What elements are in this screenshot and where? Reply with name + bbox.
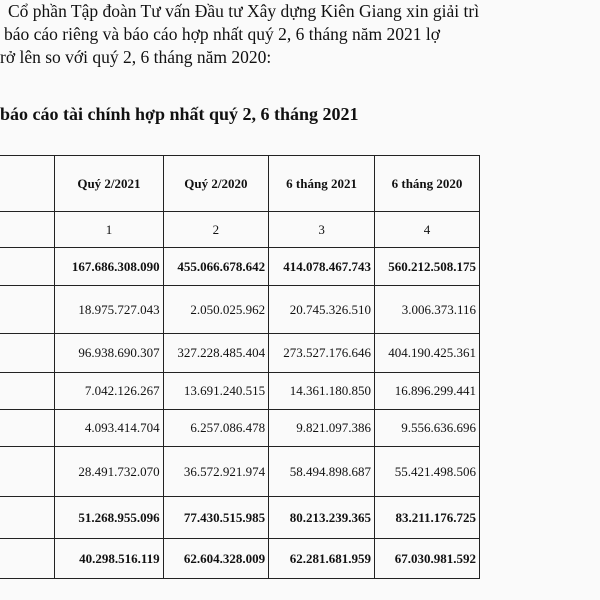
row-value: 14.361.180.850 — [269, 373, 375, 410]
row-value: 9.821.097.386 — [269, 410, 375, 447]
row-value: 2.050.025.962 — [163, 286, 268, 334]
intro-line: Cổ phần Tập đoàn Tư vấn Đầu tư Xây dựng Kiên Giang xin giải trì — [8, 1, 480, 21]
row-label — [0, 447, 55, 497]
row-value: 67.030.981.592 — [375, 539, 480, 579]
index-cell: 2 — [163, 212, 268, 248]
row-label — [0, 539, 55, 579]
index-cell: 3 — [269, 212, 375, 248]
header-col-6m-2020: 6 tháng 2020 — [375, 156, 480, 212]
row-value: 414.078.467.743 — [269, 248, 375, 286]
header-col-6m-2021: 6 tháng 2021 — [269, 156, 375, 212]
section-title: báo cáo tài chính hợp nhất quý 2, 6 tháng 2021 — [0, 104, 359, 124]
row-value: 62.281.681.959 — [269, 539, 375, 579]
row-value: 404.190.425.361 — [375, 334, 480, 373]
row-value: 77.430.515.985 — [163, 497, 268, 539]
row-value: 6.257.086.478 — [163, 410, 268, 447]
row-value: 4.093.414.704 — [55, 410, 163, 447]
row-value: 40.298.516.119 — [55, 539, 163, 579]
table-row — [0, 497, 480, 539]
table-row — [0, 248, 480, 286]
row-value: 55.421.498.506 — [375, 447, 480, 497]
row-value: 3.006.373.116 — [375, 286, 480, 334]
table-row — [0, 286, 480, 334]
intro-line: báo cáo riêng và báo cáo hợp nhất quý 2, 6 tháng năm 2021 lợ — [4, 24, 440, 44]
row-value: 36.572.921.974 — [163, 447, 268, 497]
row-value: 13.691.240.515 — [163, 373, 268, 410]
index-label — [0, 212, 55, 248]
row-value: 62.604.328.009 — [163, 539, 268, 579]
row-label — [0, 286, 55, 334]
row-value: 16.896.299.441 — [375, 373, 480, 410]
row-value: 273.527.176.646 — [269, 334, 375, 373]
table-row — [0, 373, 480, 410]
row-value: 28.491.732.070 — [55, 447, 163, 497]
table-index-row — [0, 212, 480, 248]
financial-table — [0, 155, 480, 579]
table-header-row — [0, 156, 480, 212]
table-row — [0, 334, 480, 373]
row-value: 83.211.176.725 — [375, 497, 480, 539]
row-value: 327.228.485.404 — [163, 334, 268, 373]
row-label — [0, 497, 55, 539]
table-row — [0, 539, 480, 579]
header-col-q2-2020: Quý 2/2020 — [163, 156, 268, 212]
index-cell: 4 — [375, 212, 480, 248]
header-label — [0, 156, 55, 212]
row-value: 51.268.955.096 — [55, 497, 163, 539]
header-col-q2-2021: Quý 2/2021 — [55, 156, 163, 212]
row-value: 20.745.326.510 — [269, 286, 375, 334]
row-value: 96.938.690.307 — [55, 334, 163, 373]
row-label — [0, 334, 55, 373]
row-value: 455.066.678.642 — [163, 248, 268, 286]
row-value: 167.686.308.090 — [55, 248, 163, 286]
row-value: 58.494.898.687 — [269, 447, 375, 497]
row-value: 9.556.636.696 — [375, 410, 480, 447]
table-row — [0, 447, 480, 497]
row-value: 80.213.239.365 — [269, 497, 375, 539]
row-label — [0, 248, 55, 286]
row-label — [0, 373, 55, 410]
row-value: 18.975.727.043 — [55, 286, 163, 334]
index-cell: 1 — [55, 212, 163, 248]
row-value: 7.042.126.267 — [55, 373, 163, 410]
intro-line: rở lên so với quý 2, 6 tháng năm 2020: — [0, 47, 272, 67]
row-value: 560.212.508.175 — [375, 248, 480, 286]
row-label — [0, 410, 55, 447]
intro-paragraph — [0, 0, 600, 69]
table-row — [0, 410, 480, 447]
